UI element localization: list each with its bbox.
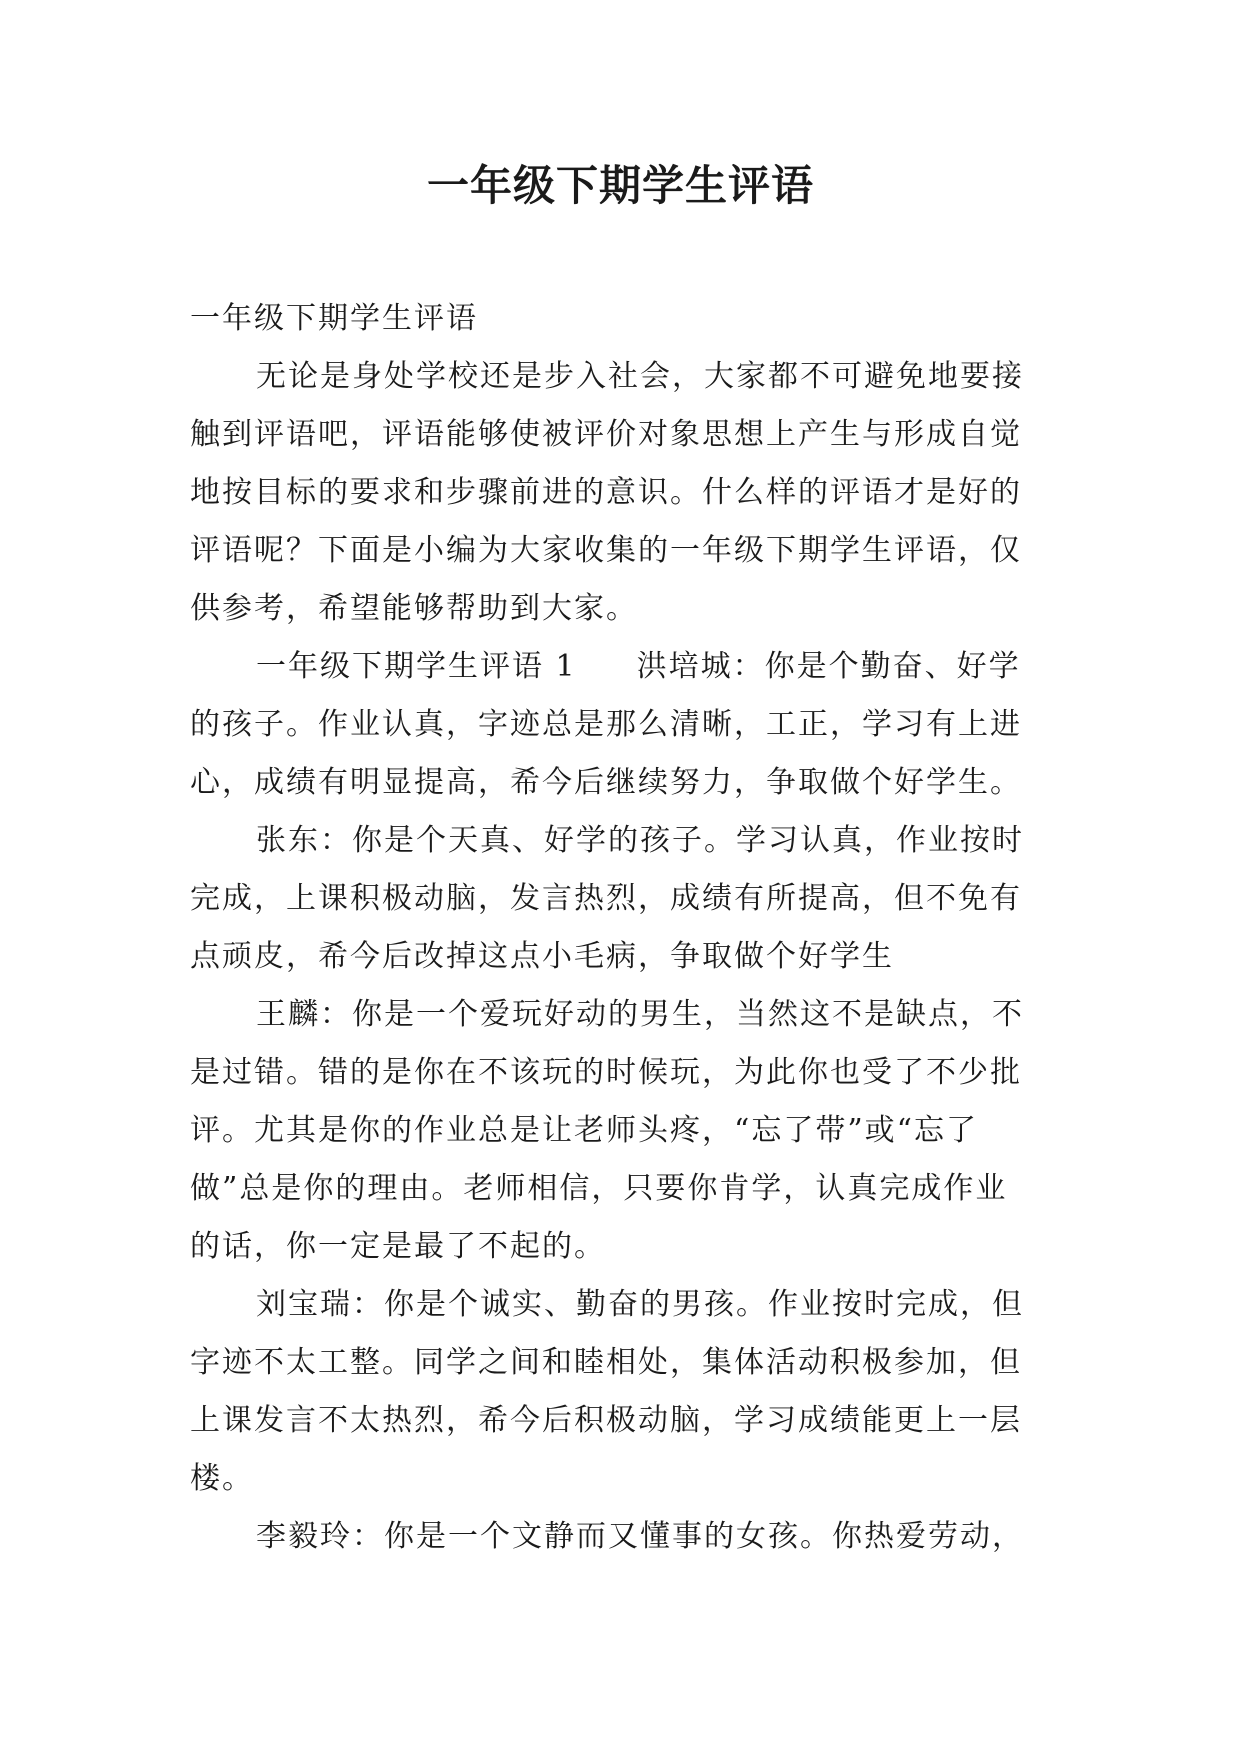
body-line: 李毅玲：你是一个文静而又懂事的女孩。你热爱劳动， bbox=[256, 1519, 1024, 1554]
section-heading: 一年级下期学生评语 1 bbox=[256, 649, 577, 684]
body-line: 评。尤其是你的作业总是让老师头疼，“忘了带”或“忘了 bbox=[190, 1113, 979, 1148]
body-line: 完成，上课积极动脑，发言热烈，成绩有所提高，但不免有 bbox=[190, 881, 1022, 916]
document-title: 一年级下期学生评语 bbox=[426, 161, 814, 210]
body-line: 上课发言不太热烈，希今后积极动脑，学习成绩能更上一层 bbox=[190, 1403, 1022, 1438]
body-line: 无论是身处学校还是步入社会，大家都不可避免地要接 bbox=[256, 359, 1024, 394]
body-line: 刘宝瑞：你是个诚实、勤奋的男孩。作业按时完成，但 bbox=[256, 1287, 1024, 1322]
body-line: 王麟：你是一个爱玩好动的男生，当然这不是缺点，不 bbox=[256, 997, 1024, 1032]
body-line: 字迹不太工整。同学之间和睦相处，集体活动积极参加，但 bbox=[190, 1345, 1022, 1380]
document-body bbox=[190, 290, 1070, 1566]
body-line: 点顽皮，希今后改掉这点小毛病，争取做个好学生 bbox=[190, 939, 894, 974]
body-line bbox=[190, 638, 1070, 696]
body-line: 是过错。错的是你在不该玩的时候玩，为此你也受了不少批 bbox=[190, 1055, 1022, 1090]
body-line: 的话，你一定是最了不起的。 bbox=[190, 1229, 606, 1264]
body-line: 评语呢？下面是小编为大家收集的一年级下期学生评语，仅 bbox=[190, 533, 1022, 568]
body-line: 供参考，希望能够帮助到大家。 bbox=[190, 591, 638, 626]
comment-start: 洪培城：你是个勤奋、好学 bbox=[636, 649, 1021, 684]
body-line: 触到评语吧，评语能够使被评价对象思想上产生与形成自觉 bbox=[190, 417, 1022, 452]
body-line: 楼。 bbox=[190, 1461, 254, 1496]
body-line: 地按目标的要求和步骤前进的意识。什么样的评语才是好的 bbox=[190, 475, 1022, 510]
body-line: 做”总是你的理由。老师相信，只要你肯学，认真完成作业 bbox=[190, 1171, 1008, 1206]
body-line: 一年级下期学生评语 bbox=[190, 301, 478, 336]
body-line: 心，成绩有明显提高，希今后继续努力，争取做个好学生。 bbox=[190, 765, 1022, 800]
body-line: 的孩子。作业认真，字迹总是那么清晰，工正，学习有上进 bbox=[190, 707, 1022, 742]
body-line: 张东：你是个天真、好学的孩子。学习认真，作业按时 bbox=[256, 823, 1024, 858]
